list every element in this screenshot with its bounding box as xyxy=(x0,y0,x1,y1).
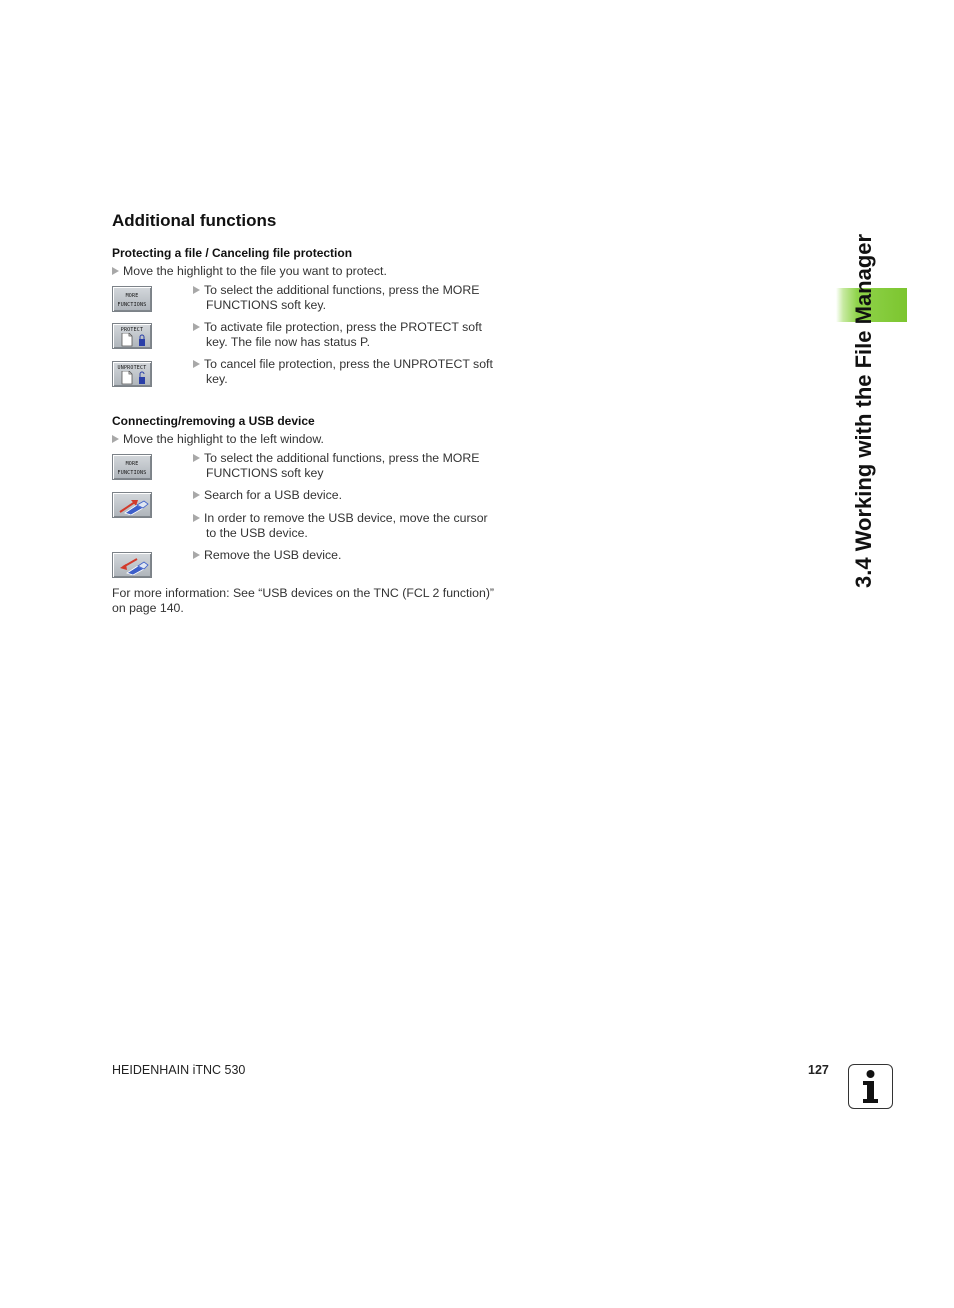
usb-subheading: Connecting/removing a USB device xyxy=(112,414,315,428)
usb-search-softkey[interactable] xyxy=(112,492,152,518)
usb-intro: Move the highlight to the left window. xyxy=(112,432,324,447)
info-icon xyxy=(848,1064,893,1109)
bullet-arrow-icon xyxy=(193,454,200,462)
usb-remove-softkey[interactable] xyxy=(112,552,152,578)
bullet-arrow-icon xyxy=(112,267,119,275)
protect-step-1: To select the additional functions, press the MORE FUNCTIONS soft key. xyxy=(193,283,479,312)
protect-intro: Move the highlight to the file you want to protect. xyxy=(112,264,387,279)
bullet-arrow-icon xyxy=(193,360,200,368)
unprotect-softkey[interactable]: UNPROTECT xyxy=(112,361,152,387)
bullet-arrow-icon xyxy=(193,286,200,294)
locked-file-icon xyxy=(121,333,147,347)
more-functions-softkey[interactable]: MORE FUNCTIONS xyxy=(112,286,152,312)
bullet-arrow-icon xyxy=(112,435,119,443)
bullet-arrow-icon xyxy=(193,491,200,499)
bullet-arrow-icon xyxy=(193,551,200,559)
unlocked-file-icon xyxy=(121,371,147,385)
usb-step-2: Search for a USB device. xyxy=(193,488,342,503)
side-tab-title: 3.4 Working with the File Manager xyxy=(851,233,876,588)
usb-step-3: In order to remove the USB device, move the cursor to the USB device. xyxy=(193,511,488,540)
bullet-arrow-icon xyxy=(193,514,200,522)
usb-step-4: Remove the USB device. xyxy=(193,548,341,563)
more-functions-softkey-usb[interactable]: MORE FUNCTIONS xyxy=(112,454,152,480)
more-info-paragraph: For more information: See “USB devices on the TNC (FCL 2 function)” on page 140. xyxy=(112,586,495,615)
usb-remove-icon xyxy=(117,556,149,575)
usb-connect-icon xyxy=(117,496,149,515)
protect-step-3: To cancel file protection, press the UNPROTECT soft key. xyxy=(193,357,493,386)
usb-step-1: To select the additional functions, press the MORE FUNCTIONS soft key xyxy=(193,451,479,480)
bullet-arrow-icon xyxy=(193,323,200,331)
page-number: 127 xyxy=(808,1063,829,1077)
protect-softkey[interactable]: PROTECT xyxy=(112,323,152,349)
protect-step-2: To activate file protection, press the PROTECT soft key. The file now has status P. xyxy=(193,320,482,349)
section-heading: Additional functions xyxy=(112,211,277,230)
protect-subheading: Protecting a file / Canceling file protection xyxy=(112,246,353,260)
footer-product: HEIDENHAIN iTNC 530 xyxy=(112,1063,246,1077)
